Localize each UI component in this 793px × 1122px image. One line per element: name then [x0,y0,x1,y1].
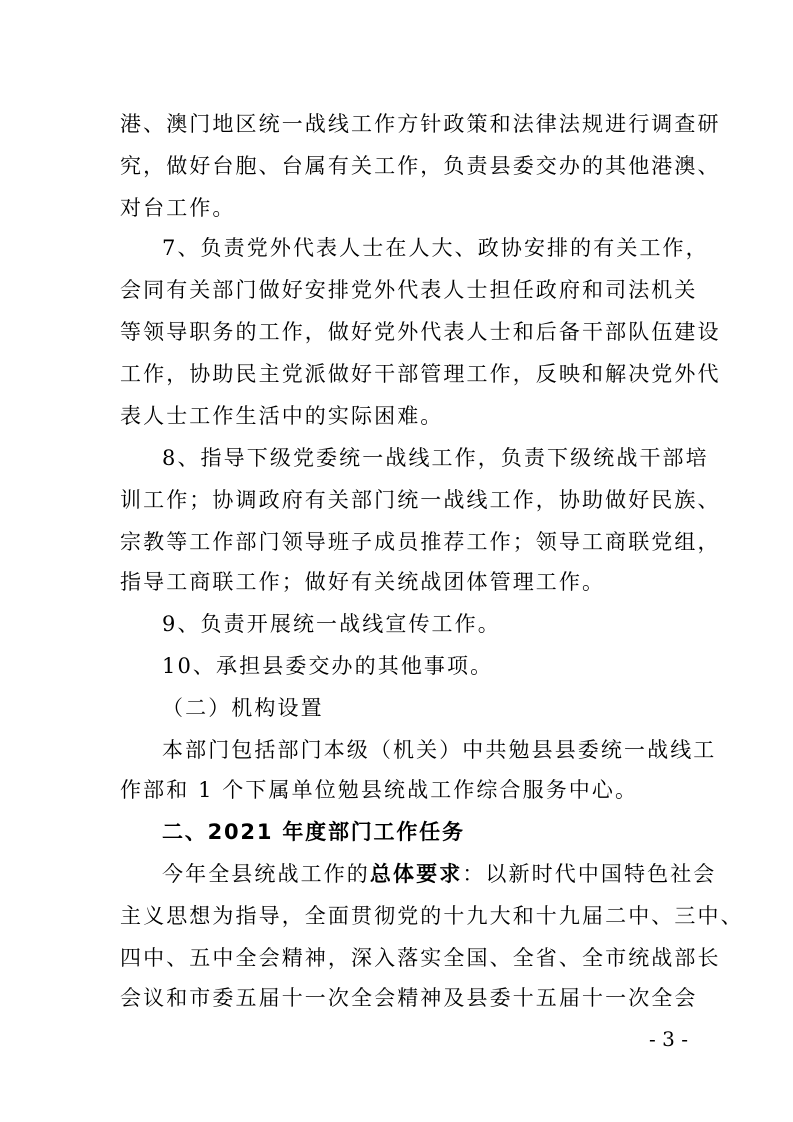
text-line: 究，做好台胞、台属有关工作，负责县委交办的其他港澳、 [120,154,721,178]
text-line [162,854,717,894]
text-span: 今年全县统战工作的 [162,862,370,886]
text-line: 10、承担县委交办的其他事项。 [162,654,494,678]
text-line: 会同有关部门做好安排党外代表人士担任政府和司法机关 [120,278,698,302]
text-line: 会议和市委五届十一次全会精神及县委十五届十一次全会 [120,986,698,1010]
text-line: 指导工商联工作；做好有关统战团体管理工作。 [120,570,606,594]
text-line: 8、指导下级党委统一战线工作，负责下级统战干部培 [162,446,709,470]
section-heading: （二）机构设置 [162,696,324,720]
text-line: 9、负责开展统一战线宣传工作。 [162,612,501,636]
bold-text-span: 总体要求 [369,862,463,886]
text-line: 宗教等工作部门领导班子成员推荐工作；领导工商联党组， [120,530,721,554]
text-line: 本部门包括部门本级（机关）中共勉县县委统一战线工 [162,738,717,762]
section-heading: 二、2021 年度部门工作任务 [162,820,465,844]
text-line: 港、澳门地区统一战线工作方针政策和法律法规进行调查研 [120,112,721,136]
text-line: 表人士工作生活中的实际困难。 [120,404,444,428]
text-span: ：以新时代中国特色社会 [462,862,717,886]
page-number: - 3 - [649,1027,688,1051]
text-line: 等领导职务的工作，做好党外代表人士和后备干部队伍建设 [120,320,721,344]
text-line: 四中、五中全会精神，深入落实全国、全省、全市统战部长 [120,946,721,970]
text-line: 训工作；协调政府有关部门统一战线工作，协助做好民族、 [120,488,721,512]
text-line: 主义思想为指导，全面贯彻党的十九大和十九届二中、三中、 [120,904,744,928]
text-line: 对台工作。 [120,196,236,220]
text-line: 作部和 1 个下属单位勉县统战工作综合服务中心。 [120,778,639,802]
text-line: 工作，协助民主党派做好干部管理工作，反映和解决党外代 [120,362,721,386]
text-line: 7、负责党外代表人士在人大、政协安排的有关工作， [162,236,709,260]
